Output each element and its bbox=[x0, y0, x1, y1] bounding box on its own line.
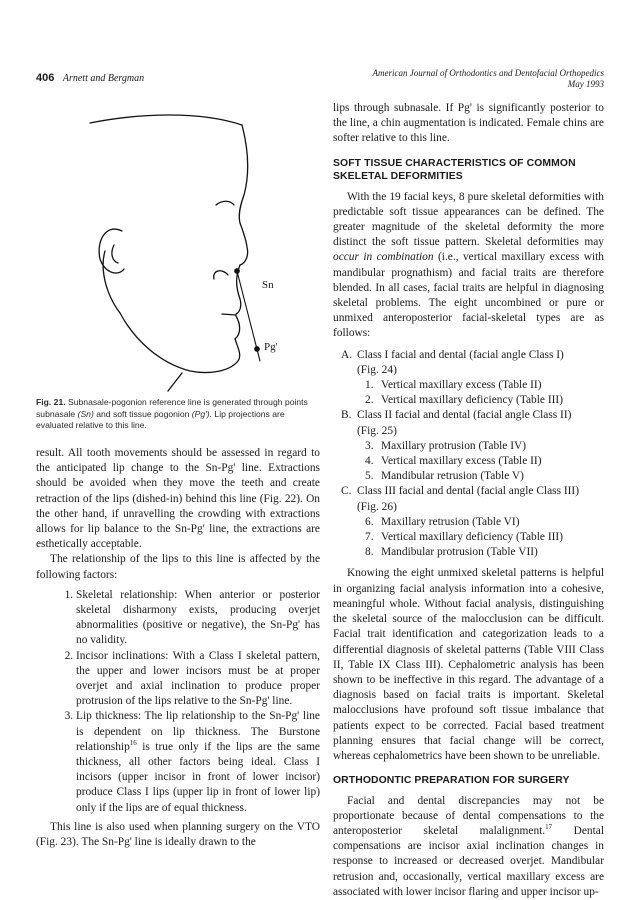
list-item bbox=[333, 530, 604, 545]
item-text: Maxillary retrusion (Table VI) bbox=[381, 515, 520, 528]
list-item-text-rest: is true only if the lips are the same thickness, all other factors being ideal. Class I incisors (upper incisor in front of lower incisor) produce Class I lips (upper lip in front of lower lip) only if the lips are of equal thickness. bbox=[76, 740, 320, 814]
list-item bbox=[333, 454, 604, 469]
running-header-left bbox=[36, 72, 144, 84]
page-number: 406 bbox=[36, 72, 55, 84]
outline-group bbox=[333, 408, 604, 484]
outline-letter: A. bbox=[341, 348, 353, 361]
list-item bbox=[333, 469, 604, 484]
paragraph: The relationship of the lips to this line is affected by the following factors: bbox=[36, 553, 320, 581]
paragraph: Knowing the eight unmixed skeletal patterns is helpful in organizing facial analysis information into a cohesive, meaningful whole. Without facial analysis, distinguishing the skeletal source of the malocclusion can be difficult. Facial trait identification and categorization leads to a differential diagnosis of skeletal patterns (Table VIII Class II, Table IX Class III). Cephalometric analysis has been shown to be ineffective in this regard. The advantage of a diagnosis based on facial traits is important. Skeletal malocclusions have profound soft tissue imbalance that patients expect to be corrected. Facial based treatment planning ensures that facial change will be correct, whereas cephalometrics have been shown to be unreliable. bbox=[333, 567, 604, 762]
item-number: 6. bbox=[365, 515, 374, 528]
list-item bbox=[333, 378, 604, 393]
list-item bbox=[333, 393, 604, 408]
item-text: Vertical maxillary excess (Table II) bbox=[381, 455, 542, 468]
label-soft-tissue-pogonion: Pg' bbox=[264, 341, 278, 353]
list-item bbox=[333, 545, 604, 560]
left-column bbox=[36, 446, 320, 850]
list-item-text: Lip thickness: The lip relationship to the Sn-Pg' line is dependent on lip thickness. The Burstone relationship bbox=[76, 710, 320, 753]
paragraph bbox=[333, 794, 604, 900]
item-number: 8. bbox=[365, 546, 374, 559]
caption-text-a: Subnasale-pogonion reference line is generated through points subnasale bbox=[36, 397, 308, 419]
item-text: Vertical maxillary deficiency (Table III) bbox=[381, 394, 563, 407]
figure-caption bbox=[36, 397, 320, 432]
outline-heading: Class I facial and dental (facial angle Class I) bbox=[357, 348, 564, 361]
caption-pg: (Pg'). bbox=[191, 408, 213, 419]
emphasis: occur in combination bbox=[333, 251, 434, 264]
journal-title: American Journal of Orthodontics and Dentofacial Orthopedics bbox=[372, 68, 604, 78]
paragraph: result. All tooth movements should be assessed in regard to the anticipated lip change to the Sn-Pg' line. Extractions should be avoided when they move the teeth and create retraction of the lips (dished-in) behind this line (Fig. 22). On the other hand, if unravelling the crowding with extractions allows for lip balance to the Sn-Pg' line, the extractions are esthetically acceptable. bbox=[36, 447, 320, 551]
caption-text-b: and soft tissue pogonion bbox=[93, 408, 192, 419]
reference-number: 17 bbox=[545, 823, 553, 832]
item-text: Vertical maxillary excess (Table II) bbox=[381, 379, 542, 392]
outline-figure-ref: (Fig. 24) bbox=[357, 363, 397, 376]
deformity-outline bbox=[333, 348, 604, 561]
paragraph-text: Facial and dental discrepancies may not be proportionate because of dental compensations to the anteroposterior skeletal malalignment. bbox=[333, 794, 604, 838]
label-subnasale: Sn bbox=[262, 279, 274, 291]
paragraph bbox=[333, 190, 604, 342]
outline-heading: Class III facial and dental (facial angle Class III) bbox=[357, 485, 580, 498]
section-heading: SOFT TISSUE CHARACTERISTICS OF COMMON SKELETAL DEFORMITIES bbox=[333, 157, 576, 183]
running-authors: Arnett and Bergman bbox=[62, 73, 145, 84]
section-heading: ORTHODONTIC PREPARATION FOR SURGERY bbox=[333, 775, 570, 787]
caption-figure-id: Fig. 21. bbox=[36, 397, 66, 407]
paragraph-text-rest: Dental compensations are incisor axial inclination changes in response to increased or decreased overjet. Mandibular retrusion and, occasionally, vertical maxillary excess are associated with lower incisor flaring and upper incisor up- bbox=[333, 825, 604, 898]
running-header-right bbox=[373, 68, 604, 90]
reference-number: 16 bbox=[129, 739, 137, 748]
item-text: Vertical maxillary deficiency (Table III) bbox=[381, 531, 563, 544]
item-number: 2. bbox=[365, 394, 374, 407]
item-number: 3. bbox=[365, 439, 374, 452]
issue-date: May 1993 bbox=[567, 79, 604, 89]
right-column bbox=[333, 101, 604, 900]
item-number: 1. bbox=[365, 379, 374, 392]
paragraph: This line is also used when planning surgery on the VTO (Fig. 23). The Sn-Pg' line is ideally drawn to the bbox=[36, 820, 320, 849]
item-number: 5. bbox=[365, 470, 374, 483]
outline-figure-ref: (Fig. 25) bbox=[357, 424, 397, 437]
item-text: Mandibular protrusion (Table VII) bbox=[381, 546, 538, 559]
item-text: Maxillary protrusion (Table IV) bbox=[381, 439, 527, 452]
paragraph-text: With the 19 facial keys, 8 pure skeletal deformities with predictable soft tissue appearances can be defined. The greater magnitude of the skeletal deformity the more distinct the soft tissue pattern. Skeletal deformities may bbox=[333, 190, 604, 249]
item-text: Mandibular retrusion (Table V) bbox=[381, 470, 524, 483]
outline-group bbox=[333, 348, 604, 409]
list-item bbox=[76, 709, 320, 815]
caption-sn: (Sn) bbox=[77, 408, 94, 419]
caption-text-c: Lip projections are evaluated relative to this line. bbox=[36, 408, 285, 431]
outline-letter: C. bbox=[341, 485, 352, 498]
outline-heading: Class II facial and dental (facial angle Class II) bbox=[357, 409, 572, 422]
item-number: 7. bbox=[365, 531, 374, 544]
list-item: 2. Incisor inclinations: With a Class I skeletal pattern, the upper and lower incisors must be at proper overjet and axial inclination to produce proper protrusion of the lips relative to the Sn-Pg' line. bbox=[76, 649, 320, 710]
item-number: 4. bbox=[365, 455, 374, 468]
list-item: 1. Skeletal relationship: When anterior or posterior skeletal disharmony exists, producing overjet abnormalities (positive or negative), the Sn-Pg' has no validity. bbox=[76, 588, 320, 649]
outline-group bbox=[333, 484, 604, 560]
outline-letter: B. bbox=[341, 409, 352, 422]
profile-line-drawing bbox=[50, 103, 350, 395]
outline-figure-ref: (Fig. 26) bbox=[357, 500, 397, 513]
list-item bbox=[333, 439, 604, 454]
paragraph-text-rest: (i.e., vertical maxillary excess with mandibular prognathism) and facial traits are therefore blended. In all cases, facial traits are helpful in diagnosing skeletal problems. The eight uncombined or pure or unmixed anteroposterior facial-skeletal types are as follows: bbox=[333, 251, 604, 340]
factor-list bbox=[36, 588, 320, 816]
list-item bbox=[333, 515, 604, 530]
figure-21 bbox=[50, 103, 350, 395]
paragraph: lips through subnasale. If Pg' is significantly posterior to the line, a chin augmentation is indicated. Female chins are softer relative to this line. bbox=[333, 102, 604, 145]
